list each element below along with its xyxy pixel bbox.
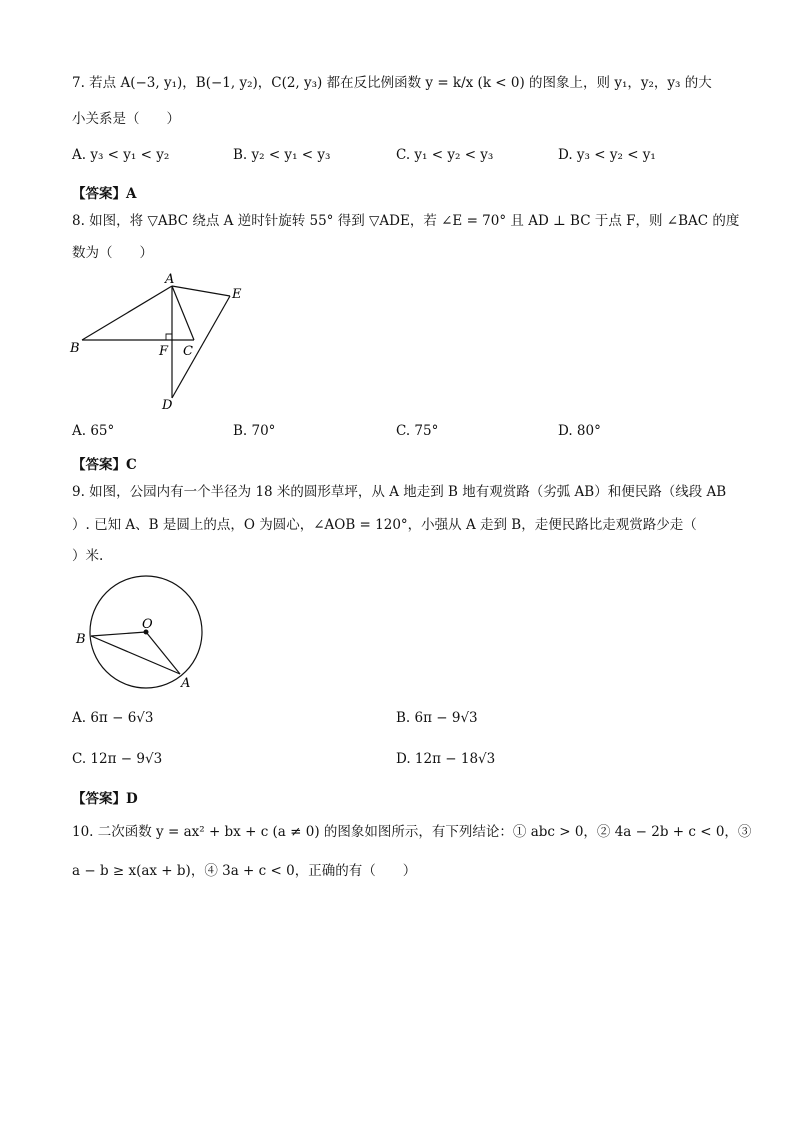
- q8-side-ae: [172, 286, 230, 296]
- q8-side-ab: [82, 286, 172, 340]
- q7-stem-line2: 小关系是（ ）: [72, 111, 180, 127]
- q9-stem-line3: ）米.: [72, 548, 104, 564]
- q8-label-e: E: [232, 287, 242, 302]
- q8-label-d: D: [162, 398, 173, 413]
- q8-side-ac: [172, 286, 194, 340]
- q8-label-a: A: [165, 272, 175, 287]
- q9-radius-oa: [146, 632, 180, 674]
- q10-stem-line1: 10. 二次函数 y = ax² + bx + c (a ≠ 0) 的图象如图所示，有下列结论：① abc > 0，② 4a − 2b + c < 0，③: [72, 824, 752, 840]
- q9-option-b: B. 6π − 9√3: [396, 710, 478, 726]
- q8-triangle-figure: [60, 268, 260, 418]
- q8-answer: 【答案】C: [72, 457, 137, 473]
- q9-chord-ab: [91, 636, 180, 674]
- q9-option-c: C. 12π − 9√3: [72, 751, 163, 767]
- q7-option-d: D. y₃ < y₂ < y₁: [558, 147, 656, 163]
- q8-option-a: A. 65°: [72, 423, 115, 439]
- q8-side-de: [172, 296, 230, 398]
- q7-option-c: C. y₁ < y₂ < y₃: [396, 147, 494, 163]
- q9-stem-line1: 9. 如图，公园内有一个半径为 18 米的圆形草坪，从 A 地走到 B 地有观赏路（劣弧 AB）和便民路（线段 AB: [72, 484, 727, 500]
- q7-option-b: B. y₂ < y₁ < y₃: [233, 147, 331, 163]
- q8-option-c: C. 75°: [396, 423, 439, 439]
- q7-option-a: A. y₃ < y₁ < y₂: [72, 147, 170, 163]
- q7-stem-line1: 7. 若点 A(−3, y₁)，B(−1, y₂)，C(2, y₃) 都在反比例函数 y = k/x (k < 0) 的图象上，则 y₁，y₂，y₃ 的大: [72, 75, 712, 91]
- q8-label-c: C: [183, 344, 193, 359]
- q8-label-f: F: [159, 344, 169, 359]
- q8-option-d: D. 80°: [558, 423, 601, 439]
- q9-circle-figure: [68, 570, 218, 696]
- q8-right-angle-mark: [166, 334, 172, 340]
- q8-stem-line2: 数为（ ）: [72, 245, 153, 261]
- q9-label-a: A: [181, 676, 191, 691]
- q8-option-b: B. 70°: [233, 423, 276, 439]
- q8-label-b: B: [70, 341, 80, 356]
- q9-label-b: B: [76, 632, 86, 647]
- q9-option-d: D. 12π − 18√3: [396, 751, 496, 767]
- q8-stem-line1: 8. 如图，将 ▽ABC 绕点 A 逆时针旋转 55° 得到 ▽ADE，若 ∠E = 70° 且 AD ⊥ BC 于点 F，则 ∠BAC 的度: [72, 213, 740, 229]
- q10-stem-line2: a − b ≥ x(ax + b)，④ 3a + c < 0，正确的有（ ）: [72, 863, 417, 879]
- q9-option-a: A. 6π − 6√3: [72, 710, 154, 726]
- q9-radius-ob: [91, 632, 146, 636]
- q9-answer: 【答案】D: [72, 791, 138, 807]
- q9-stem-line2: ）. 已知 A、B 是圆上的点，O 为圆心，∠AOB = 120°，小强从 A 走到 B，走便民路比走观赏路少走（: [72, 517, 697, 533]
- q7-answer: 【答案】A: [72, 186, 137, 202]
- q9-label-o: O: [142, 617, 153, 632]
